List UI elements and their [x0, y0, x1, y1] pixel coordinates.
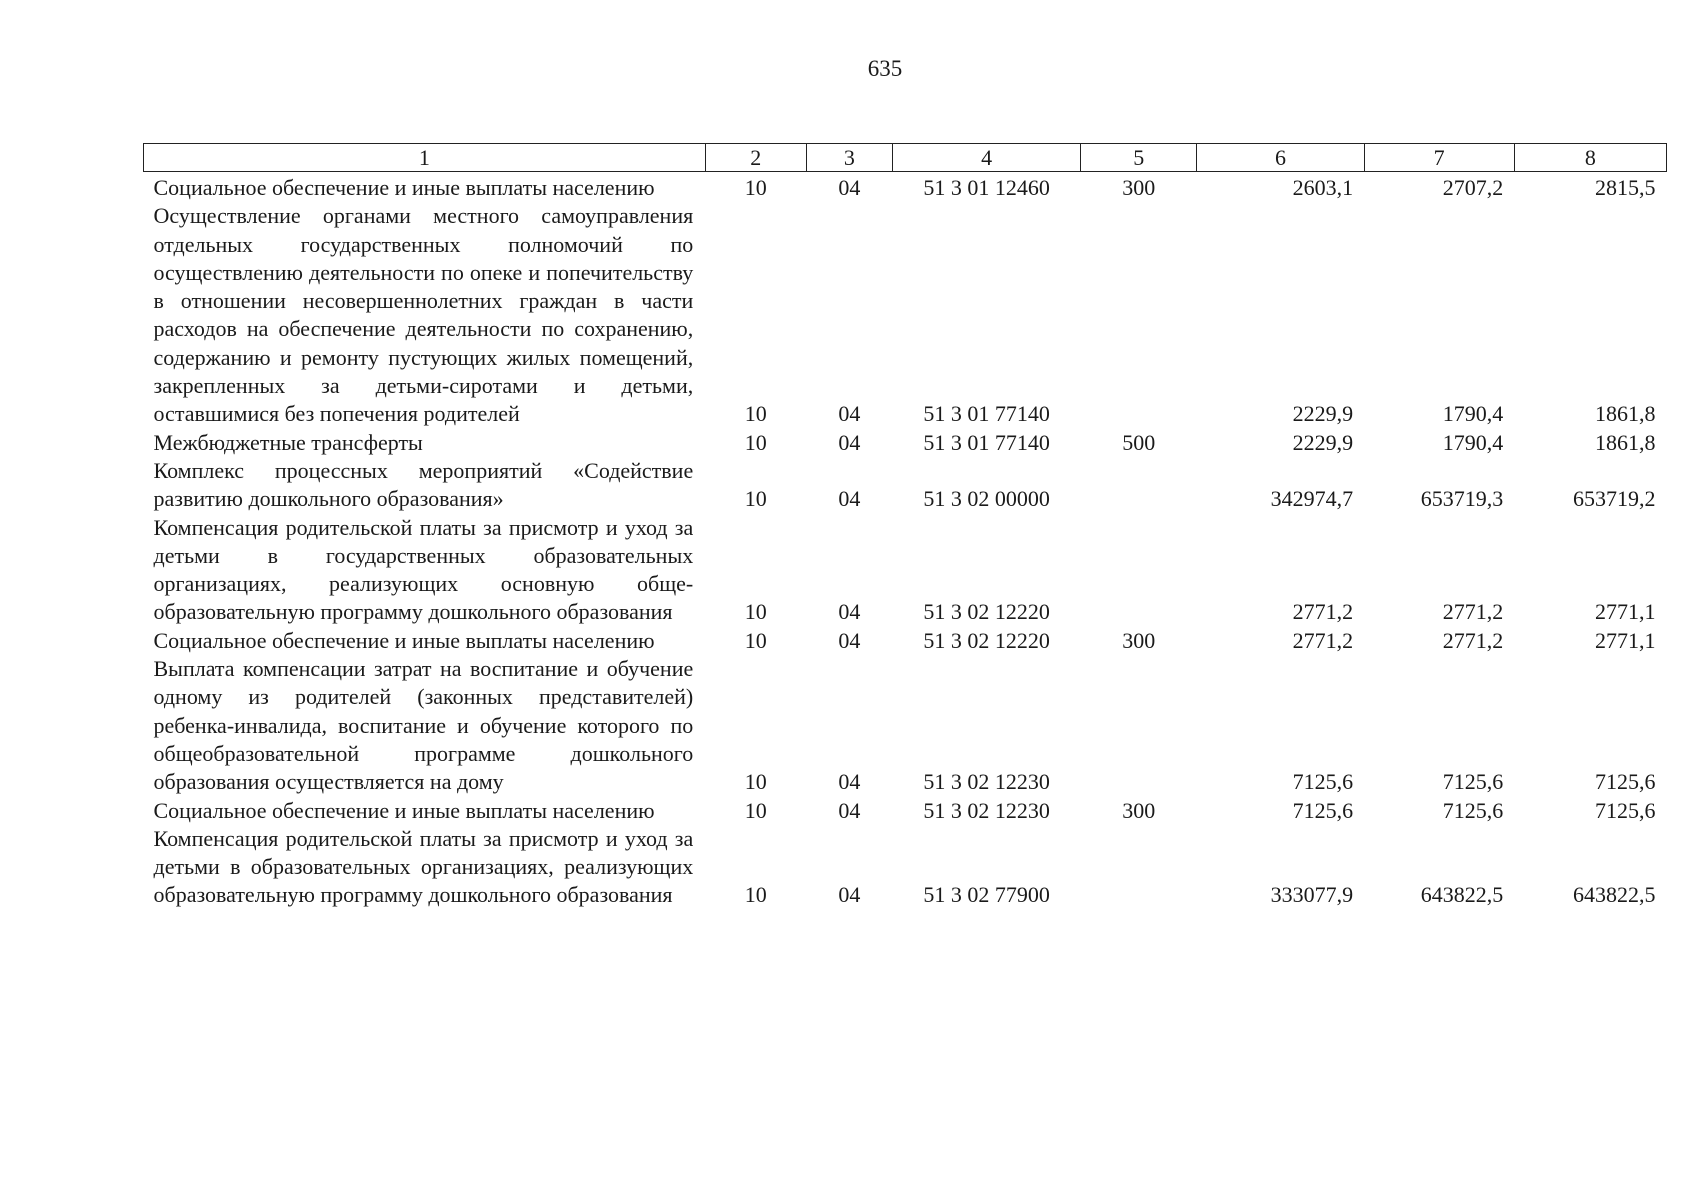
expense-type-code: 500: [1122, 429, 1156, 455]
expense-type-code: [1081, 202, 1197, 428]
subsection-code: 04: [838, 797, 861, 823]
amount-col-8: 2771,1: [1595, 627, 1656, 653]
row-name: Компенсация родительской платы за присмотр и уход за детьми в государственных образовательных организациях, реализующих основную общеобразовательную программу дошкольного образования: [153, 514, 694, 625]
amount-col-6: 7125,6: [1292, 797, 1354, 823]
expense-type-code: [1081, 825, 1197, 910]
subsection-code: 04: [838, 599, 861, 625]
subsection-code: 04: [838, 769, 861, 795]
column-header-5: 5: [1081, 144, 1197, 172]
column-number-header-row: [144, 144, 1667, 172]
target-article-code: 51 3 02 12230: [923, 769, 1050, 795]
expense-type-code: [1081, 514, 1197, 627]
amount-col-8: 1861,8: [1595, 401, 1656, 427]
row-name: Социальное обеспечение и иные выплаты населению: [153, 627, 655, 653]
row-name: Социальное обеспечение и иные выплаты населению: [153, 175, 655, 200]
amount-col-7: 7125,6: [1442, 769, 1504, 795]
column-header-6: 6: [1197, 144, 1364, 172]
subsection-code: 04: [838, 175, 861, 200]
column-header-8: 8: [1514, 144, 1666, 172]
table-row: [144, 655, 1667, 796]
amount-col-7: 653719,3: [1420, 486, 1504, 512]
row-name: Комплекс процессных мероприятий «Содействие развитию дошкольного образования»: [153, 457, 694, 512]
amount-col-8: 7125,6: [1595, 769, 1656, 795]
target-article-code: 51 3 02 12220: [923, 599, 1050, 625]
subsection-code: 04: [838, 486, 861, 512]
expense-type-code: [1081, 655, 1197, 796]
row-name: Компенсация родительской платы за присмотр и уход за детьми в образовательных организациях, реализующих образовательную программу дошкольного образования: [153, 825, 694, 908]
target-article-code: 51 3 01 77140: [923, 429, 1050, 455]
amount-col-8: 2771,1: [1595, 599, 1656, 625]
subsection-code: 04: [838, 429, 861, 455]
table-row: [144, 172, 1667, 203]
amount-col-8: 643822,5: [1573, 882, 1656, 908]
amount-col-7: 2771,2: [1442, 627, 1504, 653]
amount-col-6: 2229,9: [1292, 401, 1354, 427]
target-article-code: 51 3 02 77900: [923, 882, 1050, 908]
section-code: 10: [744, 797, 767, 823]
amount-col-6: 2229,9: [1292, 429, 1354, 455]
subsection-code: 04: [838, 401, 861, 427]
column-header-7: 7: [1364, 144, 1514, 172]
page-number: 635: [867, 56, 903, 81]
subsection-code: 04: [838, 627, 861, 653]
table-row: [144, 825, 1667, 910]
column-header-2: 2: [705, 144, 806, 172]
amount-col-8: 653719,2: [1573, 486, 1656, 512]
amount-col-6: 7125,6: [1292, 769, 1354, 795]
column-header-3: 3: [806, 144, 892, 172]
column-header-1: 1: [144, 144, 706, 172]
table-row: [144, 627, 1667, 655]
row-name: Осуществление органами местного самоуправления отдельных государственных полномочий по осуществлению деятельности по опеке и попечительству в отношении несовершеннолетних граждан в части расходов на обеспечение деятельности по сохранению, содержанию и ремонту пустующих жилых помещений, закрепленных за детьми-сиротами и детьми, оставшимися без попечения родителей: [153, 203, 694, 427]
row-name: Социальное обеспечение и иные выплаты населению: [153, 797, 655, 823]
amount-col-7: 1790,4: [1442, 401, 1504, 427]
section-code: 10: [744, 401, 767, 427]
amount-col-7: 643822,5: [1420, 882, 1504, 908]
expense-type-code: 300: [1122, 627, 1156, 653]
column-header-4: 4: [892, 144, 1080, 172]
amount-col-6: 2771,2: [1292, 599, 1354, 625]
target-article-code: 51 3 01 77140: [923, 401, 1050, 427]
section-code: 10: [744, 429, 767, 455]
amount-col-6: 342974,7: [1270, 486, 1354, 512]
target-article-code: 51 3 02 00000: [923, 486, 1050, 512]
amount-col-6: 2603,1: [1292, 175, 1354, 200]
expense-type-code: 300: [1122, 797, 1156, 823]
section-code: 10: [744, 882, 767, 908]
amount-col-7: 2771,2: [1442, 599, 1504, 625]
amount-col-8: 7125,6: [1595, 797, 1656, 823]
amount-col-8: 1861,8: [1595, 429, 1656, 455]
section-code: 10: [744, 627, 767, 653]
row-name: Выплата компенсации затрат на воспитание и обучение одному из родителей (законных представителей) ребенка-инвалида, воспитание и обучение которого по общеобразовательной программе дошкольного образования осуществляется на дому: [153, 656, 694, 795]
table-row: [144, 202, 1667, 428]
amount-col-6: 333077,9: [1270, 882, 1354, 908]
amount-col-7: 7125,6: [1442, 797, 1504, 823]
table-row: [144, 457, 1667, 514]
section-code: 10: [744, 599, 767, 625]
amount-col-6: 2771,2: [1292, 627, 1354, 653]
section-code: 10: [744, 175, 767, 200]
table-row: [144, 429, 1667, 457]
table-row: [144, 514, 1667, 627]
target-article-code: 51 3 01 12460: [923, 175, 1050, 200]
expense-type-code: 300: [1122, 175, 1156, 200]
target-article-code: 51 3 02 12230: [923, 797, 1050, 823]
section-code: 10: [744, 769, 767, 795]
target-article-code: 51 3 02 12220: [923, 627, 1050, 653]
amount-col-7: 1790,4: [1442, 429, 1504, 455]
amount-col-7: 2707,2: [1442, 175, 1504, 200]
table-row: [144, 797, 1667, 825]
subsection-code: 04: [838, 882, 861, 908]
expense-type-code: [1081, 457, 1197, 514]
budget-table: [143, 143, 1667, 910]
row-name: Межбюджетные трансферты: [153, 429, 423, 455]
amount-col-8: 2815,5: [1595, 175, 1656, 200]
section-code: 10: [744, 486, 767, 512]
